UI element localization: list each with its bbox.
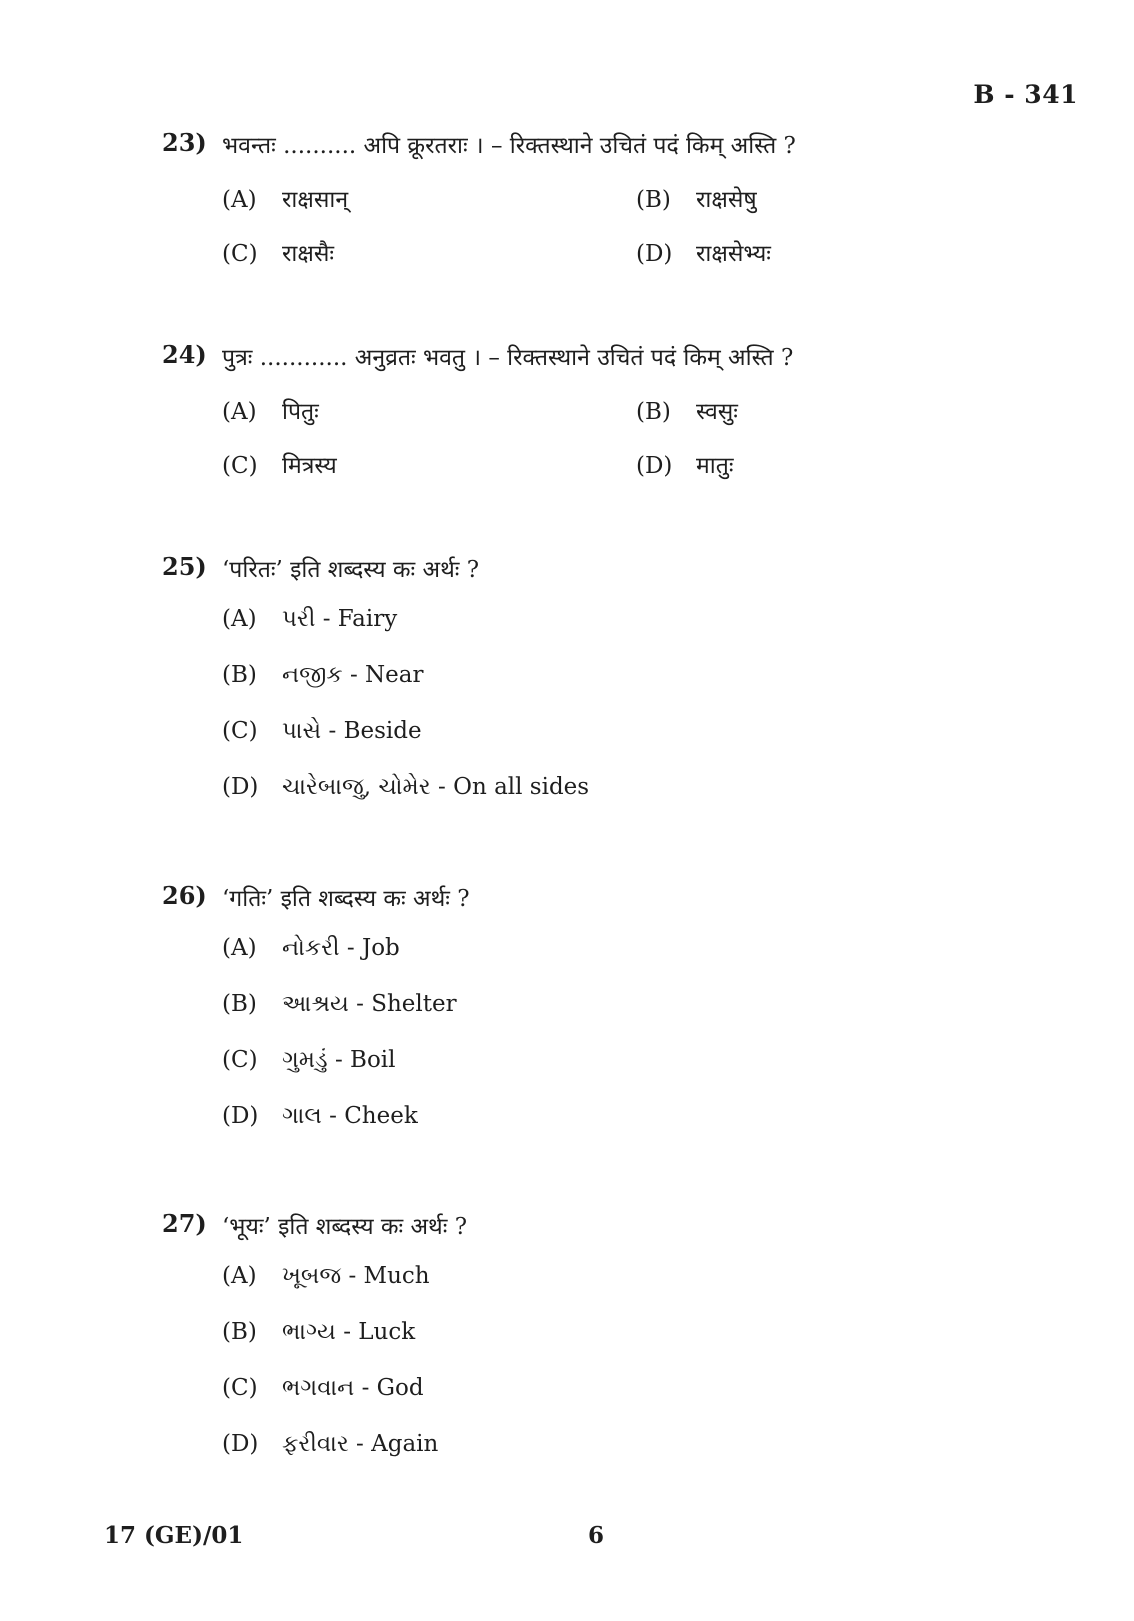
- option-d: [222, 1103, 418, 1129]
- option-label: (A): [222, 935, 257, 961]
- option-text: मातुः: [696, 453, 734, 479]
- option-label: (D): [222, 1103, 259, 1129]
- question-number: 24): [162, 340, 207, 369]
- option-text: राक्षसेभ्यः: [696, 241, 771, 267]
- option-label: (B): [636, 399, 671, 425]
- option-text: ભગવાન - God: [282, 1375, 424, 1401]
- question-text: ‘परितः’ इति शब्दस्य कः अर्थः ?: [222, 557, 480, 583]
- option-text: मित्रस्य: [282, 453, 337, 479]
- option-label: (C): [222, 718, 258, 744]
- option-label: (B): [636, 187, 671, 213]
- option-d: [636, 236, 771, 268]
- option-text: राक्षसैः: [282, 241, 335, 267]
- option-b: [636, 182, 757, 214]
- option-c: [222, 236, 334, 268]
- option-text: ભાગ્ય - Luck: [282, 1319, 416, 1345]
- question-text: पुत्रः ............ अनुव्रतः भवतु । – रिक्तस्थाने उचितं पदं किम् अस्ति ?: [222, 345, 794, 371]
- option-label: (B): [222, 662, 257, 688]
- option-d: [222, 774, 589, 800]
- option-c: [222, 1375, 424, 1401]
- option-label: (A): [222, 399, 257, 425]
- option-c: [222, 1047, 396, 1073]
- option-a: [222, 1263, 430, 1289]
- option-a: [222, 394, 319, 426]
- option-label: (D): [222, 1431, 259, 1457]
- page-number: 6: [588, 1522, 605, 1549]
- option-text: राक्षसेषु: [696, 187, 757, 213]
- option-d: [636, 448, 733, 480]
- option-label: (C): [222, 453, 258, 479]
- option-c: [222, 448, 337, 480]
- option-text: નોકરી - Job: [282, 935, 400, 961]
- option-label: (C): [222, 1047, 258, 1073]
- option-text: ફરીવાર - Again: [282, 1431, 439, 1457]
- question-text: ‘भूयः’ इति शब्दस्य कः अर्थः ?: [222, 1214, 468, 1240]
- option-text: स्वसुः: [696, 399, 738, 425]
- question-number: 25): [162, 552, 207, 581]
- option-b: [222, 991, 457, 1017]
- option-text: આશ્રય - Shelter: [282, 991, 457, 1017]
- option-a: [222, 935, 400, 961]
- question-number: 27): [162, 1209, 207, 1238]
- option-a: [222, 606, 397, 632]
- option-label: (B): [222, 1319, 257, 1345]
- option-a: [222, 182, 348, 214]
- question-text: ‘गतिः’ इति शब्दस्य कः अर्थः ?: [222, 886, 470, 912]
- option-text: પાસે - Beside: [282, 718, 422, 744]
- question-text: भवन्तः .......... अपि क्रूरतराः । – रिक्तस्थाने उचितं पदं किम् अस्ति ?: [222, 133, 796, 159]
- question-25: [0, 552, 1134, 800]
- question-27: [0, 1209, 1134, 1457]
- option-c: [222, 718, 422, 744]
- question-number: 23): [162, 128, 207, 157]
- option-text: ચારેબાજુ, ચોમેર - On all sides: [282, 774, 590, 800]
- option-text: પરી - Fairy: [282, 606, 398, 632]
- question-24: [0, 340, 1134, 479]
- option-label: (A): [222, 1263, 257, 1289]
- option-text: નજીક - Near: [282, 662, 424, 688]
- option-text: पितुः: [282, 399, 319, 425]
- option-b: [222, 662, 424, 688]
- paper-code: B - 341: [973, 80, 1078, 109]
- option-label: (C): [222, 1375, 258, 1401]
- option-label: (D): [636, 241, 673, 267]
- option-text: ખૂબજ - Much: [282, 1263, 430, 1289]
- option-d: [222, 1431, 438, 1457]
- option-label: (A): [222, 187, 257, 213]
- option-text: राक्षसान्: [282, 187, 349, 213]
- option-label: (D): [636, 453, 673, 479]
- option-b: [222, 1319, 415, 1345]
- option-label: (D): [222, 774, 259, 800]
- option-b: [636, 394, 738, 426]
- option-label: (B): [222, 991, 257, 1017]
- option-label: (A): [222, 606, 257, 632]
- option-text: ગાલ - Cheek: [282, 1103, 418, 1129]
- option-text: ગુમડું - Boil: [282, 1047, 396, 1073]
- option-label: (C): [222, 241, 258, 267]
- footer-code: 17 (GE)/01: [104, 1522, 244, 1549]
- question-23: [0, 128, 1134, 267]
- question-number: 26): [162, 881, 207, 910]
- question-26: [0, 881, 1134, 1129]
